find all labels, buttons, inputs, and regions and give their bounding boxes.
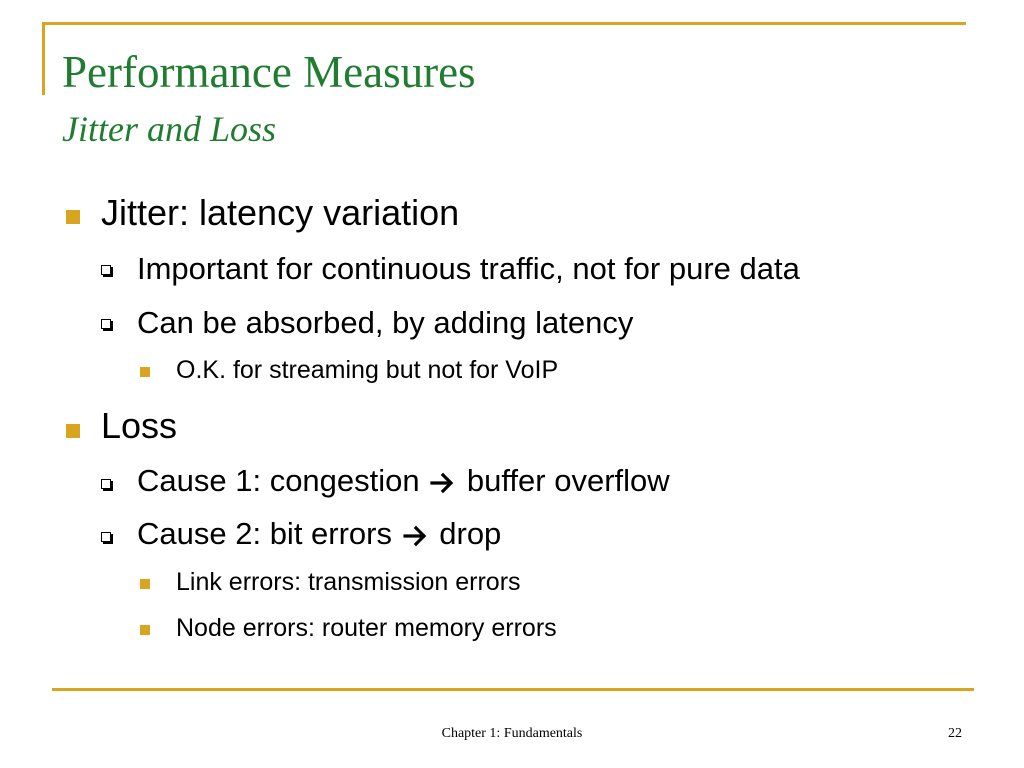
footer-chapter: Chapter 1: Fundamentals	[441, 726, 583, 741]
right-arrow-icon	[403, 524, 429, 548]
cause2-result: drop	[439, 516, 502, 551]
square-bullet-icon	[140, 367, 150, 377]
bullet-jitter: Jitter: latency variation	[101, 192, 460, 233]
bullet-jitter-detail: O.K. for streaming but not for VoIP	[176, 356, 559, 384]
bullet-loss: Loss	[101, 405, 178, 446]
box-bullet-icon	[101, 319, 111, 329]
box-bullet-icon	[101, 532, 111, 542]
bullet-loss-cause1	[137, 463, 670, 499]
bullet-loss-cause2	[137, 516, 501, 552]
square-bullet-icon	[66, 424, 80, 438]
slide-title: Performance Measures	[62, 47, 476, 97]
page-number: 22	[948, 726, 962, 741]
square-bullet-icon	[140, 579, 150, 589]
box-bullet-icon	[101, 479, 111, 489]
cause1-text: Cause 1: congestion	[137, 463, 420, 498]
right-arrow-icon	[430, 471, 456, 495]
square-bullet-icon	[66, 210, 80, 224]
bullet-jitter-sub2: Can be absorbed, by adding latency	[137, 305, 634, 340]
footer-divider	[52, 688, 974, 691]
cause2-text: Cause 2: bit errors	[137, 516, 392, 551]
slide-subtitle: Jitter and Loss	[62, 109, 277, 149]
bullet-loss-detail1: Link errors: transmission errors	[176, 568, 521, 596]
accent-vertical-line	[42, 22, 45, 95]
accent-top-line	[42, 22, 966, 25]
square-bullet-icon	[140, 625, 150, 635]
cause1-result: buffer overflow	[466, 463, 670, 498]
bullet-loss-detail2: Node errors: router memory errors	[176, 614, 557, 642]
bullet-jitter-sub1: Important for continuous traffic, not for pure data	[137, 251, 800, 286]
box-bullet-icon	[101, 265, 111, 275]
